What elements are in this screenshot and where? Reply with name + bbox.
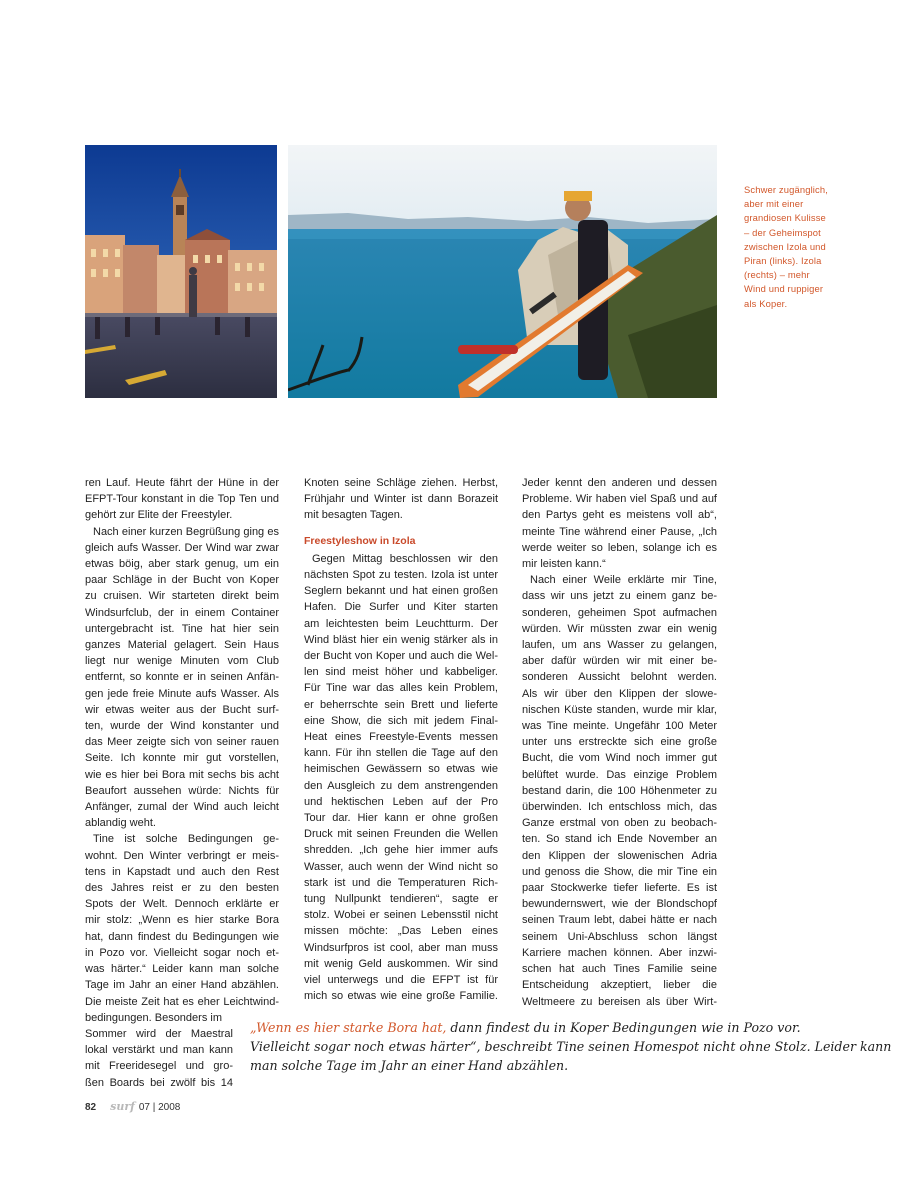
text-line: das Meer zeigte sich von seiner rauen [85, 736, 279, 749]
photo-izola-surfer [288, 145, 717, 398]
text-line: Seite. Ich konnte mir gut vorstellen, [85, 752, 279, 765]
text-line: entfernt, so konnte er in seinen Anfän- [85, 671, 279, 684]
text-line: bewundernswert, wie der Blondschopf [522, 898, 717, 911]
article-column-1 [85, 475, 279, 1091]
pull-quote-line-2: Vielleicht sogar noch etwas härter“, beschreibt Tine seinen Homespot nicht ohne Stolz. Leider kann [250, 1039, 892, 1054]
text-line: Beaufort aussehen würde: Nichts für [85, 784, 279, 797]
text-line: hat, dann findest du Bedingungen wie [85, 930, 279, 943]
text-line: eine Show, die sich mit jedem Final- [304, 714, 498, 727]
text-line: nächsten Spot zu testen. Izola ist unter [304, 569, 498, 582]
text-line: mir stolz: „Wenn es hier starke Bora [85, 914, 279, 927]
text-line: mit wenig Geld auskommen. Wir sind [304, 957, 498, 970]
page-number: 82 [85, 1102, 97, 1113]
text-line: Die meiste Zeit hat es eher Leichtwind- [85, 995, 279, 1008]
text-line: Spots der Welt. Dennoch erklärte er [85, 898, 279, 911]
text-line: und hektischen Leben auf der Pro [304, 795, 498, 808]
text-line: überwinden. Ich entschloss mich, das [522, 801, 717, 814]
text-line: paar Stockwerke tiefer lieferte. Es ist [522, 882, 717, 895]
article-column-3 [522, 475, 717, 1010]
caption-line: grandiosen Kulisse [744, 212, 826, 224]
text-line: Wind bläst hier ein wenig stärker als in [304, 633, 498, 646]
text-line: den Ausgleich zu dem anstrengenden [304, 779, 498, 792]
text-line: des Jahres reist er zu den besten [85, 882, 279, 895]
text-line: der Bucht von Koper und auch die Wel- [304, 650, 498, 663]
caption-line: zwischen Izola und [744, 240, 826, 252]
text-line: mit besagten Tagen. [304, 509, 403, 522]
text-line: Jeder kennt den anderen und dessen [522, 477, 717, 489]
text-line: und genoss die Show, die mir Tine ein [522, 865, 717, 878]
text-line: Tine ist solche Bedingungen ge- [93, 833, 279, 846]
text-line: wir etwas weiter aus der Bucht surf- [85, 703, 279, 716]
text-line: wohnt. Den Winter verbringt er meis- [85, 849, 279, 862]
text-line: wie es hier bei Bora mit sechs bis acht [85, 768, 279, 781]
text-line: Anfänger, zumal der Wind auch leicht [85, 801, 279, 814]
text-line: seinen Traum lebt, dabei hätte er nach [522, 914, 717, 927]
text-line: kann. Für ihn stellen die Tage auf den [304, 747, 498, 760]
text-line: ten, wurde der Wind konstanter und [85, 720, 279, 733]
section-subheading: Freestyleshow in Izola [304, 534, 416, 547]
issue-date: 07 | 2008 [138, 1102, 181, 1113]
text-line: ganzes Material gelagert. Sein Haus [85, 639, 279, 652]
text-line: am leichtesten beim Leuchtturm. Der [304, 617, 498, 630]
text-line: Entscheidung akzeptiert, lieber die [522, 979, 717, 992]
text-line: shredden. „Ich gehe hier immer aufs [304, 844, 498, 857]
text-line: Tage im Jahr an einer Hand abzählen. [85, 979, 279, 992]
pull-quote-line-1 [250, 1018, 810, 1037]
text-line: Karriere machen können. Aber inzwi- [522, 946, 717, 959]
text-line: Sommer wird der Maestral [85, 1027, 233, 1040]
text-line: gen jede freie Minute aufs Wasser. Als [85, 687, 279, 700]
text-line: EFPT-Tour konstant in die Top Ten und [85, 493, 279, 506]
text-line: würden. Wir müssten zwar ein wenig [522, 622, 717, 635]
text-line: Frühjahr und Winter ist dann Borazeit [304, 493, 498, 506]
pull-quote-line-1-rest: dann findest du in Koper Bedingungen wie in Pozo vor. [446, 1020, 801, 1035]
caption-line: Wind und ruppiger [744, 283, 824, 295]
pull-quote-line-3: man solche Tage im Jahr an einer Hand abzählen. [250, 1058, 569, 1073]
text-line: Nach einer Weile erklärte mir Tine, [530, 574, 717, 587]
text-line: lokal verstärkt und man kann [85, 1044, 233, 1057]
article-column-2 [304, 475, 498, 1005]
text-line: bestand darin, die 100 Höhenmeter zu [522, 784, 717, 797]
text-line: den Partys geht es meistens voll ab“, [522, 509, 717, 522]
text-line: Bucht, die vom Wind noch immer gut [522, 752, 717, 765]
page-footer [85, 1100, 180, 1113]
text-line: ten. So stand ich Ende November an [522, 833, 717, 846]
text-line: tung Nullpunkt tendieren“, sagte er [304, 893, 498, 906]
caption-line: (rechts) – mehr [744, 269, 810, 281]
text-line: Ganze erstmal von oben zu beobach- [522, 817, 717, 830]
text-line: meinte Tine während einer Pause, „Ich [522, 525, 717, 538]
text-line: dass wir uns jetzt zu einem ganz be- [522, 590, 717, 603]
text-line: laufen, um ans Wasser zu gelangen, [522, 639, 717, 652]
text-line: Hafen. Die Surfer und Kiter starten [304, 601, 498, 614]
text-line: Probleme. Wir haben viel Spaß und auf [522, 493, 717, 506]
text-line: liegt nur wenige Minuten vom Club [85, 655, 279, 668]
text-line: bedingungen. Besonders im [85, 1011, 222, 1024]
text-line: Seglern bekannt und hat einen großen [304, 585, 498, 598]
text-line: Knoten seine Schläge ziehen. Herbst, [304, 477, 498, 489]
text-line: sonderen Aussicht belohnt werden. [522, 671, 717, 684]
text-line: Windsurfpros ist cool, aber man muss [304, 941, 498, 954]
photo-piran [85, 145, 277, 398]
text-line: sonderen, geheimen Spot aufmachen [522, 606, 717, 619]
text-line: Weltmeere zu bereisen als über Wirt- [522, 995, 717, 1008]
text-line: seinem Uni-Abschluss schon längst [522, 930, 717, 943]
text-line: gleich aufs Wasser. Der Wind war zwar [85, 541, 279, 554]
pull-quote-highlight: „Wenn es hier starke Bora hat, [250, 1020, 447, 1035]
text-line: stolz. Wobei er seinen Lebensstil nicht [304, 909, 498, 922]
text-line: paar Schläge in der Bucht von Koper [85, 574, 279, 587]
caption-line: als Koper. [744, 297, 788, 309]
photo-caption [744, 183, 854, 311]
text-line: Für Tine war das alles kein Problem, [304, 682, 498, 695]
text-line: len sind meist höher und kabbeliger. [304, 666, 498, 679]
photo-izola-surfer-graphic [288, 145, 717, 398]
photo-piran-graphic [85, 145, 277, 398]
text-line: etwas böig, aber stark genug, um ein [85, 558, 279, 571]
text-line: heimischen Gewässern so etwas wie [304, 763, 498, 776]
text-line: werde weiter so leben, solange ich es [522, 541, 717, 554]
text-line: ßen Boards bei zwölf bis 14 [85, 1076, 233, 1089]
text-line: Wasser, auch wenn der Wind nicht so [304, 860, 498, 873]
text-line: mit Freeridesegel und gro- [85, 1060, 233, 1073]
text-line: tens in Kapstadt und auch den Rest [85, 865, 279, 878]
text-line: schen hat auch Tines Familie seine [522, 963, 717, 976]
text-line: ablandig weht. [85, 817, 156, 830]
text-line: er beherrschte sein Brett und lieferte [304, 698, 498, 711]
text-line: ren Lauf. Heute fährt der Hüne in der [85, 477, 279, 489]
pull-quote [250, 1018, 892, 1075]
text-line: Als wir über den Klippen der slowe- [522, 687, 717, 700]
text-line: mir leisten kann.“ [522, 558, 606, 571]
caption-line: aber mit einer [744, 198, 804, 210]
magazine-logo: surf [110, 1100, 135, 1113]
text-line: mich so etwas wie eine große Familie. [304, 990, 498, 1003]
text-line: den Klippen der slowenischen Adria [522, 849, 717, 862]
text-line: Windsurfclub, der in einem Container [85, 606, 279, 619]
text-line: nischen Küste standen, wurde mir klar, [522, 703, 717, 716]
text-line: in Pozo vor. Vielleicht sogar noch et- [85, 946, 279, 959]
text-line: Gegen Mittag beschlossen wir den [312, 552, 498, 565]
text-line: viel unterwegs und die EFPT ist für [304, 974, 498, 987]
text-line: zu cruisen. Wir starteten direkt beim [85, 590, 279, 603]
text-line: untergebracht ist. Tine hat hier sein [85, 622, 279, 635]
caption-line: – der Geheimspot [744, 226, 821, 238]
text-line: Druck mit seinen Freunden die Wellen [304, 828, 498, 841]
text-line: was härter.“ Leider kann man solche [85, 963, 279, 976]
caption-line: Schwer zugänglich, [744, 184, 828, 195]
text-line: missen möchte: „Das Leben eines [304, 925, 498, 938]
text-line: belüftet wurde. Das einzige Problem [522, 768, 717, 781]
text-line: unter uns erstreckte sich eine große [522, 736, 717, 749]
text-line: stark ist und die Temperaturen Rich- [304, 876, 498, 889]
text-line: Nach einer kurzen Begrüßung ging es [93, 525, 279, 538]
text-line: aber dafür würden wir mit einer be- [522, 655, 717, 668]
caption-line: Piran (links). Izola [744, 255, 822, 267]
text-line: Tour dar. Hier kann er ohne großen [304, 812, 498, 825]
text-line: Heat eines Freestyle-Events messen [304, 731, 498, 744]
text-line: gehört zur Elite der Freestyler. [85, 509, 233, 522]
text-line: was Tine meinte. Ungefähr 100 Meter [522, 720, 717, 733]
